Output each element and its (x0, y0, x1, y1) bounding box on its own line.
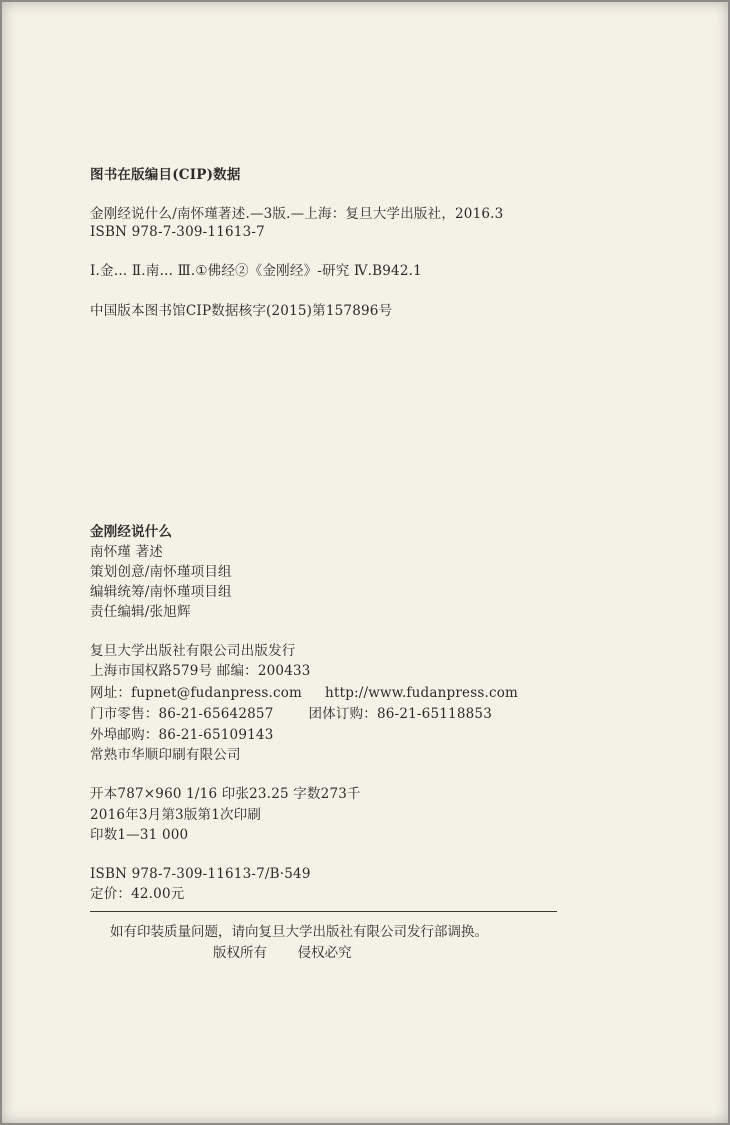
book-editor: 责任编辑/张旭辉 (90, 604, 191, 620)
publisher-web-line (90, 685, 518, 701)
print-format: 开本787×960 1/16 印张23.25 字数273千 (90, 786, 361, 802)
piracy-warning: 侵权必究 (297, 945, 352, 961)
price: 定价：42.00元 (90, 886, 185, 902)
publisher-phone-line (90, 706, 492, 722)
book-title: 金刚经说什么 (90, 524, 173, 540)
print-copies: 印数1—31 000 (90, 827, 189, 843)
cip-title: 图书在版编目(CIP)数据 (90, 167, 241, 183)
copyright-page (2, 2, 728, 1123)
printer-name: 常熟市华顺印刷有限公司 (90, 747, 241, 763)
publisher-url: http://www.fudanpress.com (325, 685, 519, 701)
cip-record-line: 金刚经说什么/南怀瑾著述.—3版.—上海：复旦大学出版社，2016.3 (90, 206, 504, 222)
book-editing: 编辑统筹/南怀瑾项目组 (90, 584, 232, 600)
cip-isbn: ISBN 978-7-309-11613-7 (90, 224, 265, 240)
publisher-email: 网址：fupnet@fudanpress.com (90, 685, 303, 701)
cip-library-record: 中国版本图书馆CIP数据核字(2015)第157896号 (90, 303, 393, 319)
book-author: 南怀瑾 著述 (90, 544, 163, 560)
publisher-name: 复旦大学出版社有限公司出版发行 (90, 643, 296, 659)
mail-order-phone: 外埠邮购：86-21-65109143 (90, 727, 274, 743)
divider-line (90, 911, 557, 912)
print-edition: 2016年3月第3版第1次印刷 (90, 807, 262, 823)
quality-notice: 如有印装质量问题，请向复旦大学出版社有限公司发行部调换。 (110, 924, 488, 940)
book-planning: 策划创意/南怀瑾项目组 (90, 564, 232, 580)
rights-line (213, 945, 352, 961)
isbn-full: ISBN 978-7-309-11613-7/B·549 (90, 866, 311, 882)
retail-phone: 门市零售：86-21-65642857 (90, 706, 274, 722)
cip-classification: Ⅰ.金… Ⅱ.南… Ⅲ.①佛经②《金刚经》-研究 Ⅳ.B942.1 (90, 263, 422, 279)
group-phone: 团体订购：86-21-65118853 (308, 706, 492, 722)
publisher-address: 上海市国权路579号 邮编：200433 (90, 663, 311, 679)
all-rights-reserved: 版权所有 (213, 945, 267, 961)
